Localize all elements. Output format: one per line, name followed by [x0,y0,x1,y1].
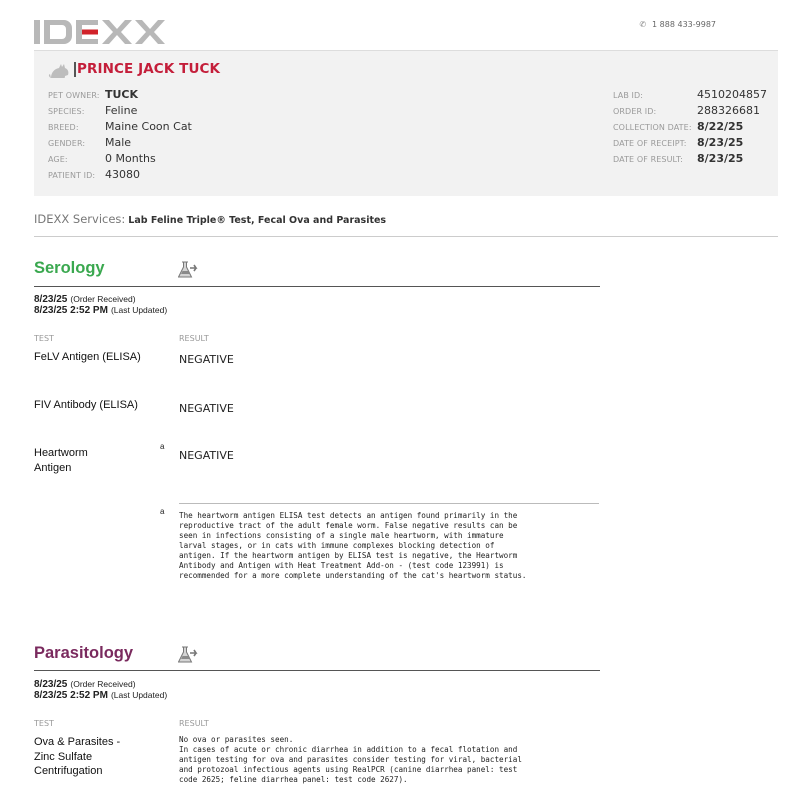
breed-value: Maine Coon Cat [105,120,192,133]
serology-dates [34,294,167,316]
field-label: BREED: [48,123,79,132]
column-header-test: TEST [34,334,54,343]
patient-name-row [48,59,220,79]
patient-name: PRINCE JACK TUCK [74,62,220,77]
test-result: NEGATIVE [179,353,234,366]
test-result: No ova or parasites seen. In cases of acute or chronic diarrhea in addition to a fecal flotation and antigen testing for ova and parasites consider testing for viral, bacterial and protozoal infectious agents using RealPCR (canine diarrhea panel: test code 2625; feline diarrhea panel: test code 2627). [179,735,522,784]
field-row [48,136,192,152]
field-row [48,104,192,120]
test-result: NEGATIVE [179,402,234,415]
field-label: PATIENT ID: [48,171,96,180]
result-date-value: 8/23/25 [697,152,744,165]
updated-label: (Last Updated) [110,690,168,700]
test-result: NEGATIVE [179,449,234,462]
field-label: GENDER: [48,139,86,148]
cat-icon [48,59,72,79]
field-row [613,120,767,136]
report-header [34,18,778,50]
field-label: DATE OF RECEIPT: [613,139,687,148]
serology-title: Serology [34,259,105,277]
field-label: LAB ID: [613,91,644,100]
test-name: FeLV Antigen (ELISA) [34,351,141,363]
footnote-divider [179,503,599,504]
section-divider [34,286,600,287]
test-name: FIV Antibody (ELISA) [34,399,138,411]
field-row [613,152,767,168]
parasitology-dates [34,679,167,701]
footnote-marker[interactable]: a [160,442,165,451]
flask-arrow-icon[interactable] [178,261,200,279]
receipt-date-value: 8/23/25 [697,136,744,149]
idexx-logo [34,20,166,44]
order-date: 8/23/25 [34,294,68,305]
field-label: COLLECTION DATE: [613,123,692,132]
order-id-value: 288326681 [697,104,760,117]
order-label: (Order Received) [70,679,136,689]
test-name: Heartworm Antigen [34,447,88,474]
field-row [613,136,767,152]
field-label: AGE: [48,155,68,164]
order-date: 8/23/25 [34,679,68,690]
patient-id-value: 43080 [105,168,140,181]
patient-fields-left [48,88,192,184]
field-row [48,168,192,184]
patient-info-panel [34,50,778,196]
order-label: (Order Received) [70,294,136,304]
species-value: Feline [105,104,138,117]
field-row [48,88,192,104]
patient-fields-right [613,88,767,168]
field-row [613,104,767,120]
phone-icon: ✆ [639,20,647,29]
flask-arrow-icon[interactable] [178,646,200,664]
updated-date: 8/23/25 2:52 PM [34,305,108,316]
updated-date: 8/23/25 2:52 PM [34,690,108,701]
phone-number[interactable] [639,20,716,29]
field-row [48,152,192,168]
updated-label: (Last Updated) [110,305,168,315]
services-label: IDEXX Services: [34,212,126,226]
gender-value: Male [105,136,132,149]
test-name: Ova & Parasites - Zinc Sulfate Centrifugation [34,736,121,777]
field-row [613,88,767,104]
column-header-test: TEST [34,719,54,728]
field-label: PET OWNER: [48,91,100,100]
field-label: SPECIES: [48,107,85,116]
pet-owner-value: TUCK [105,88,139,101]
field-label: DATE OF RESULT: [613,155,683,164]
heartworm-footnote: The heartworm antigen ELISA test detects an antigen found primarily in the reproductive tract of the adult female worm. False negative results can be seen in infections consisting of a single male heartworm, with immature larval stages, or in cats with immune complexes blocking detection of antigen. If the heartworm antigen by ELISA test is negative, the Heartworm Antibody and Antigen with Heat Treatment Add-on - (test code 123991) is recommended for a more complete understanding of the cat's heartworm status. [179,511,527,580]
field-row [48,120,192,136]
section-divider [34,670,600,671]
phone-text: 1 888 433-9987 [652,20,716,29]
services-line [34,208,778,237]
collection-date-value: 8/22/25 [697,120,744,133]
column-header-result: RESULT [179,719,209,728]
lab-id-value: 4510204857 [697,88,767,101]
column-header-result: RESULT [179,334,209,343]
footnote-marker: a [160,507,165,516]
parasitology-title: Parasitology [34,644,134,662]
services-value: Lab Feline Triple® Test, Fecal Ova and Parasites [128,215,387,226]
age-value: 0 Months [105,152,156,165]
field-label: ORDER ID: [613,107,657,116]
